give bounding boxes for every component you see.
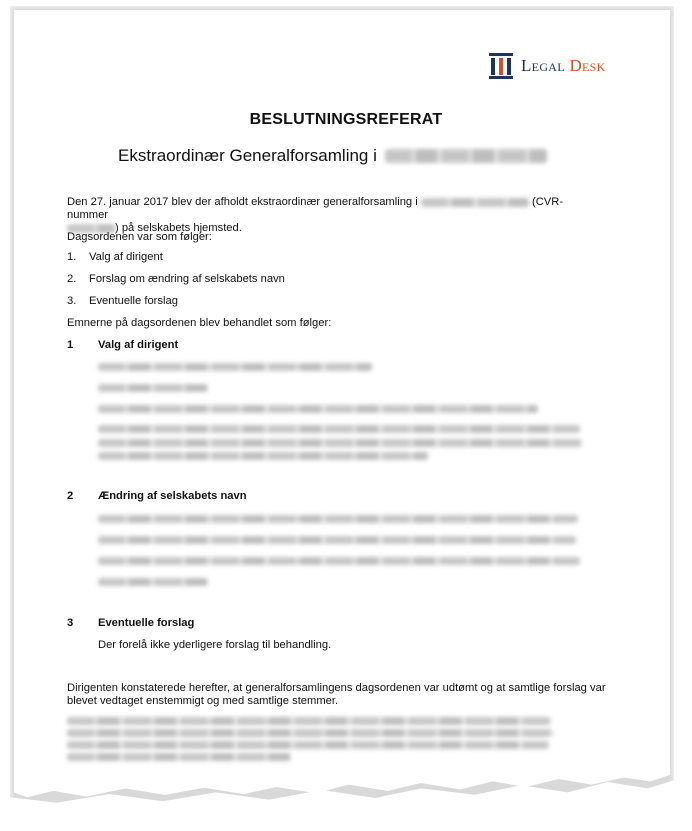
agenda-number: 3. bbox=[67, 295, 77, 307]
closing-paragraph bbox=[67, 682, 607, 708]
section-title: Eventuelle forslag bbox=[98, 617, 195, 629]
redacted-text-line bbox=[98, 578, 208, 586]
intro-text-3: ) på selskabets hjemsted. bbox=[115, 222, 242, 234]
logo-word-desk: Desk bbox=[569, 56, 606, 75]
agenda-heading: Dagsordenen var som følger: bbox=[67, 231, 212, 243]
redacted-text-line bbox=[98, 536, 576, 544]
redacted-text-line bbox=[98, 439, 582, 447]
section-number: 1 bbox=[67, 339, 74, 351]
subtitle-text: Ekstraordinær Generalforsamling i bbox=[118, 146, 377, 165]
section-number: 3 bbox=[67, 617, 74, 629]
section-body: Der forelå ikke yderligere forslag til behandling. bbox=[98, 639, 332, 651]
agenda-item: Valg af dirigent bbox=[89, 251, 163, 263]
agenda-item: Forslag om ændring af selskabets navn bbox=[89, 273, 285, 285]
redacted-text-line bbox=[67, 717, 551, 725]
agenda-number: 1. bbox=[67, 251, 77, 263]
redacted-text-line bbox=[67, 741, 549, 749]
pillar-logo-icon bbox=[489, 53, 513, 79]
legal-desk-logo bbox=[489, 53, 606, 79]
document-title: BESLUTNINGSREFERAT bbox=[249, 111, 443, 128]
redacted-text-line bbox=[98, 405, 538, 413]
redacted-text-line bbox=[98, 384, 208, 392]
redacted-text-line bbox=[98, 425, 580, 433]
redacted-text-line bbox=[67, 753, 291, 761]
redacted-text-line bbox=[98, 452, 428, 460]
intro-paragraph bbox=[67, 196, 587, 235]
closing-line-1: Dirigenten konstaterede herefter, at generalforsamlingens dagsordenen var udtømt og at samtlige forslag var bbox=[67, 682, 606, 694]
intro-text-1: Den 27. januar 2017 blev der afholdt ekstraordinær generalforsamling i bbox=[67, 196, 418, 208]
redacted-text-line bbox=[98, 515, 578, 523]
redacted-company-name bbox=[385, 149, 547, 163]
intro-text-2: (CVR-nummer bbox=[67, 196, 564, 221]
redacted-text-line bbox=[67, 729, 553, 737]
closing-line-2: blevet vedtaget enstemmigt og med samtlige stemmer. bbox=[67, 695, 339, 707]
document-subtitle bbox=[118, 146, 547, 166]
section-title: Ændring af selskabets navn bbox=[98, 490, 247, 502]
redacted-text-line bbox=[98, 363, 372, 371]
agenda-number: 2. bbox=[67, 273, 77, 285]
section-title: Valg af dirigent bbox=[98, 339, 179, 351]
logo-word-legal: Legal bbox=[521, 56, 565, 75]
redacted-text-line bbox=[98, 557, 580, 565]
redacted-company-inline bbox=[421, 198, 529, 207]
agenda-item: Eventuelle forslag bbox=[89, 295, 178, 307]
section-number: 2 bbox=[67, 490, 74, 502]
treated-heading: Emnerne på dagsordenen blev behandlet som følger: bbox=[67, 317, 332, 329]
